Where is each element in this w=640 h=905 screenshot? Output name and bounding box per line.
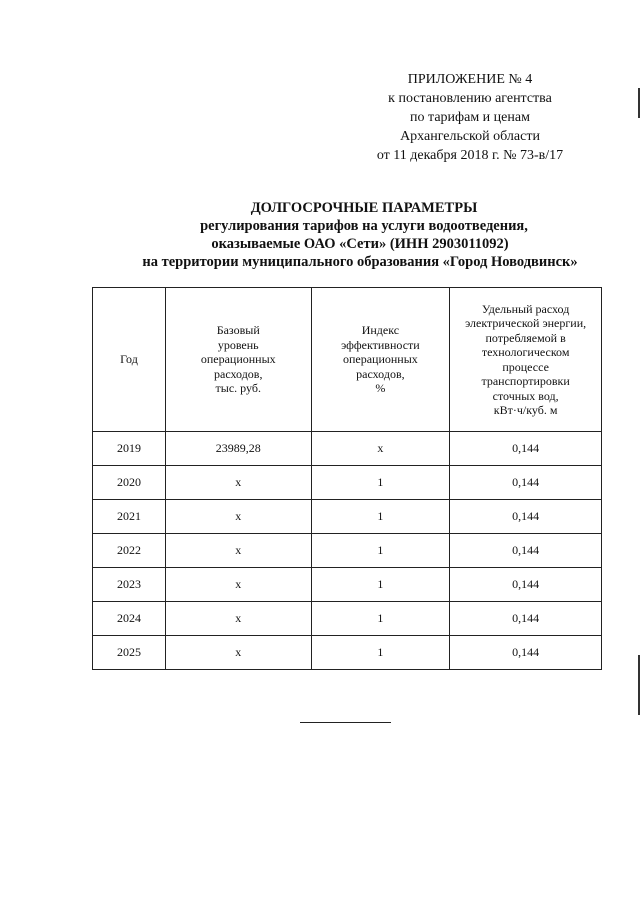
cell-base-opex: х [165, 636, 311, 670]
header-efficiency-index [311, 288, 450, 432]
header-line: транспортировки [481, 374, 570, 388]
cell-energy-consumption: 0,144 [450, 568, 602, 602]
cell-energy-consumption: 0,144 [450, 466, 602, 500]
cell-efficiency-index: х [311, 432, 450, 466]
header-line: операционных [342, 352, 418, 367]
cell-energy-consumption: 0,144 [450, 602, 602, 636]
table-row [93, 568, 602, 602]
table-row [93, 534, 602, 568]
header-line: сточных вод, [492, 388, 559, 403]
appendix-line: по тарифам и ценам [410, 110, 530, 125]
header-line: Базовый [216, 323, 260, 338]
header-line: эффективности [341, 337, 420, 352]
title-line: оказываемые ОАО «Сети» (ИНН 2903011092) [211, 236, 509, 252]
header-year [93, 288, 166, 432]
header-line: % [375, 381, 386, 396]
header-line: процессе [502, 359, 549, 374]
cell-year: 2022 [93, 534, 166, 568]
header-line: расходов, [214, 366, 263, 381]
header-energy-consumption [450, 288, 602, 432]
title-line: ДОЛГОСРОЧНЫЕ ПАРАМЕТРЫ [250, 200, 478, 216]
appendix-line: к постановлению агентства [388, 91, 552, 106]
cell-base-opex: х [165, 568, 311, 602]
header-base-opex [165, 288, 311, 432]
header-line: технологическом [481, 345, 570, 359]
cell-efficiency-index: 1 [311, 500, 450, 534]
closing-divider [300, 722, 391, 723]
header-line: операционных [200, 352, 276, 367]
cell-base-opex: х [165, 534, 311, 568]
cell-year: 2020 [93, 466, 166, 500]
title-line: на территории муниципального образования «Город Новодвинск» [142, 254, 578, 270]
table-header-row [93, 288, 602, 432]
title-line: регулирования тарифов на услуги водоотведения, [200, 218, 528, 234]
header-line: потребляемой в [485, 330, 566, 345]
table-row [93, 636, 602, 670]
cell-energy-consumption: 0,144 [450, 432, 602, 466]
cell-energy-consumption: 0,144 [450, 534, 602, 568]
cell-efficiency-index: 1 [311, 636, 450, 670]
appendix-line: ПРИЛОЖЕНИЕ № 4 [407, 72, 533, 87]
cell-energy-consumption: 0,144 [450, 500, 602, 534]
cell-base-opex: х [165, 466, 311, 500]
cell-year: 2021 [93, 500, 166, 534]
header-line: электрической энергии, [465, 316, 587, 330]
cell-year: 2024 [93, 602, 166, 636]
document-title [60, 199, 640, 271]
header-line: Год [120, 352, 138, 367]
parameters-table [92, 287, 602, 670]
cell-base-opex: х [165, 500, 311, 534]
cell-energy-consumption: 0,144 [450, 636, 602, 670]
appendix-line: Архангельской области [400, 129, 540, 144]
header-line: Удельный расход [481, 301, 570, 316]
header-line: уровень [217, 337, 259, 352]
table-row [93, 466, 602, 500]
appendix-line: от 11 декабря 2018 г. № 73-в/17 [376, 148, 564, 163]
table-row [93, 500, 602, 534]
cell-efficiency-index: 1 [311, 466, 450, 500]
cell-year: 2025 [93, 636, 166, 670]
cell-base-opex: х [165, 602, 311, 636]
header-line: расходов, [356, 366, 405, 381]
cell-base-opex: 23989,28 [165, 432, 311, 466]
cell-year: 2019 [93, 432, 166, 466]
cell-efficiency-index: 1 [311, 568, 450, 602]
header-line: кВт·ч/куб. м [493, 403, 558, 417]
header-line: тыс. руб. [215, 381, 261, 396]
table-row [93, 602, 602, 636]
cell-efficiency-index: 1 [311, 602, 450, 636]
cell-year: 2023 [93, 568, 166, 602]
header-line: Индекс [361, 323, 400, 338]
table-row [93, 432, 602, 466]
appendix-block [340, 70, 600, 165]
cell-efficiency-index: 1 [311, 534, 450, 568]
